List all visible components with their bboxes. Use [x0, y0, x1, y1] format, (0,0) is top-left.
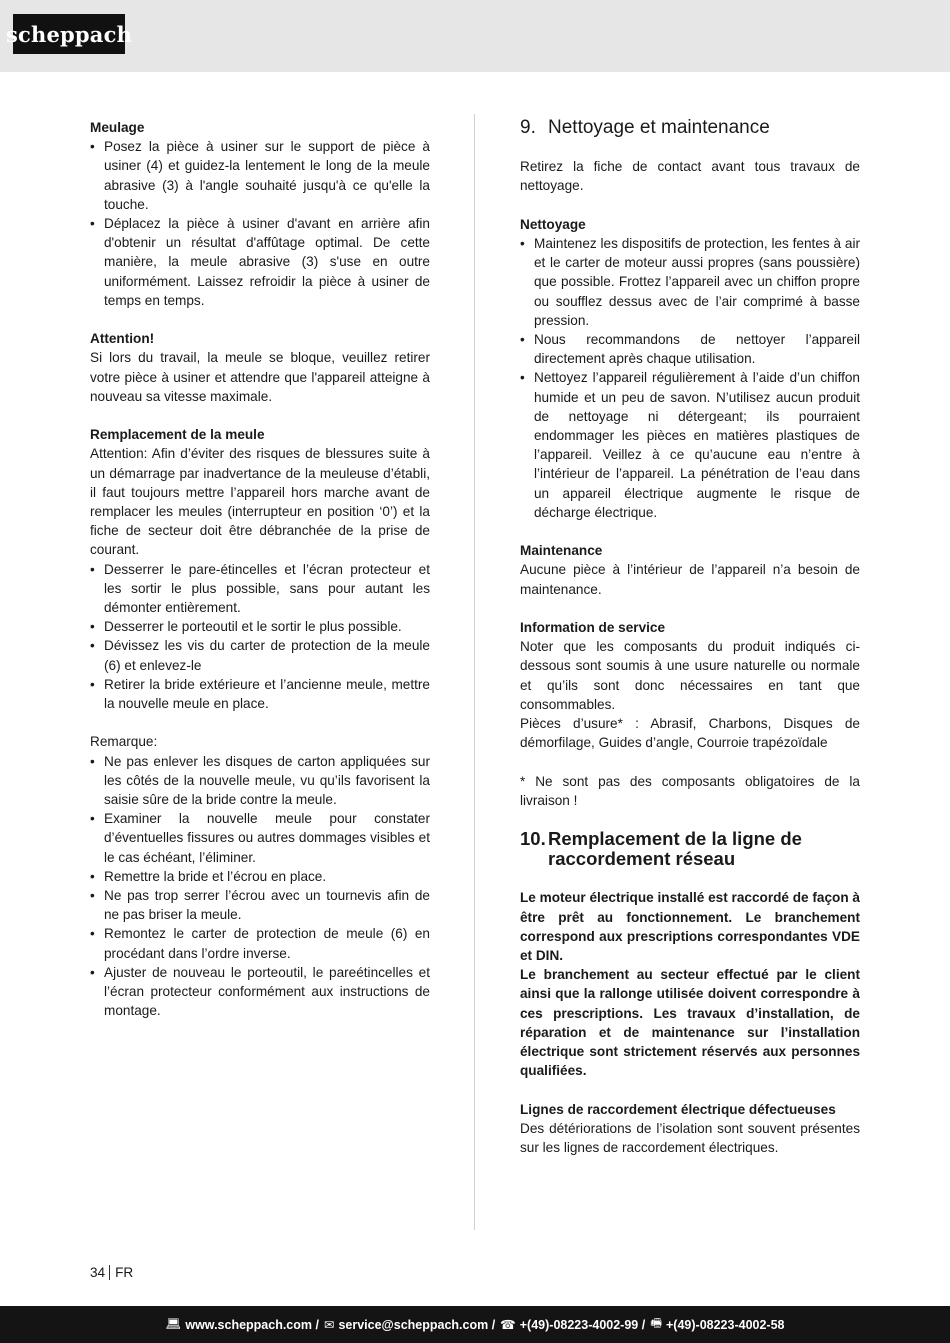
section-9-heading: [520, 118, 860, 138]
section-10-bold-2: Le branchement au secteur effectué par le client ainsi que la rallonge utilisée doivent correspondre à ces prescriptions. Les travaux d’installation, de réparation et de maintenance sur l’installation électrique sont strictement réservés aux personnes qualifiées.: [520, 967, 860, 1079]
page-header: [0, 0, 950, 72]
section-9-title: Nettoyage et maintenance: [548, 117, 770, 138]
phone-icon: ☎︎: [500, 1318, 516, 1332]
list-item: • Nous recommandons de nettoyer l’appareil directement après chaque utilisation.: [520, 330, 860, 368]
nettoyage-list: [520, 234, 860, 522]
section-10-number: 10.: [520, 828, 546, 850]
section-10-title-line2: raccordement réseau: [548, 848, 736, 870]
service-heading: Information de service: [520, 620, 666, 636]
left-column: [90, 118, 430, 1021]
section-10-title-line1: Remplacement de la ligne de: [548, 828, 802, 850]
section-9-number: 9.: [520, 117, 536, 138]
list-item: • Remontez le carter de protection de meule (6) en procédant dans l’ordre inverse.: [90, 924, 430, 962]
list-item: • Posez la pièce à usiner sur le support de pièce à usiner (4) et guidez-la lentement le long de la meule abrasive (3) à l'angle souhaité jusqu'à ce qu'elle la touche.: [90, 137, 430, 214]
attention-heading: Attention!: [90, 331, 155, 347]
list-item: • Ne pas enlever les disques de carton appliquées sur les côtés de la nouvelle meule, vu qu’ils favorisent la saisie sûre de la bride contre la meule.: [90, 752, 430, 810]
remplacement-text: Attention: Afin d’éviter des risques de blessures suite à un démarrage par inadvertance de la meuleuse d’établi, il faut toujours mettre l’appareil hors marche avant de remplacer les meules (interrupteur en position ‘0’) et la fiche de secteur doit être débranchée de la prise de courant.: [90, 446, 430, 558]
right-column: [520, 118, 860, 1157]
page-language: FR: [115, 1265, 134, 1280]
remplacement-heading: Remplacement de la meule: [90, 427, 265, 443]
list-item: • Nettoyez l’appareil régulièrement à l’aide d’un chiffon humide et un peu de savon. N’utilisez aucun produit de nettoyage ni détergeant; ils pourraient endommager les pièces en matières plastiques de l’appareil. Veillez à ce qu’aucune eau n’entre à l’intérieur de l’appareil. La pénétration de l’eau dans un appareil électrique augmente le risque de décharge électrique.: [520, 368, 860, 522]
meulage-heading: Meulage: [90, 120, 145, 135]
computer-icon: 💻︎: [165, 1317, 182, 1331]
page-footer: [0, 1306, 950, 1343]
lignes-heading: Lignes de raccordement électrique défectueuses: [520, 1101, 836, 1117]
list-item: • Retirer la bride extérieure et l’ancienne meule, mettre la nouvelle meule en place.: [90, 675, 430, 713]
footer-email: service@scheppach.com /: [338, 1317, 496, 1332]
remarque-list: [90, 752, 430, 1021]
service-parts: Pièces d’usure* : Abrasif, Charbons, Disques de démorfilage, Guides d’angle, Courroie trapézoïdale: [520, 716, 860, 751]
list-item: • Déplacez la pièce à usiner d'avant en arrière afin d'obtenir un résultat d'affûtage optimal. De cette manière, la meule abrasive (3) s'use en outre uniformément. Laissez refroidir la pièce à usiner de temps en temps.: [90, 214, 430, 310]
attention-text: Si lors du travail, la meule se bloque, veuillez retirer votre pièce à usiner et attendre que l'appareil atteigne à nouveau sa vitesse maximale.: [90, 350, 430, 404]
page-number: [90, 1265, 133, 1280]
section-10-title: [548, 829, 802, 869]
lignes-text: Des détériorations de l’isolation sont souvent présentes sur les lignes de raccordement électriques.: [520, 1120, 860, 1156]
list-item: • Desserrer le pare-étincelles et l’écran protecteur et les sortir le plus possible, sans pour autant les démonter entièrement.: [90, 560, 430, 618]
service-note: * Ne sont pas des composants obligatoires de la livraison !: [520, 773, 860, 808]
remplacement-list: [90, 560, 430, 714]
list-item: • Remettre la bride et l’écrou en place.: [90, 867, 430, 886]
brand-logo: scheppach: [13, 14, 125, 54]
footer-web: www.scheppach.com /: [185, 1317, 319, 1332]
mail-icon: ✉︎: [323, 1318, 335, 1332]
list-item: • Dévissez les vis du carter de protection de la meule (6) et enlevez-le: [90, 636, 430, 674]
list-item: • Maintenez les dispositifs de protection, les fentes à air et le carter de moteur aussi propres (sans poussière) que possible. Frottez l’appareil avec un chiffon propre ou soufflez dessus avec de l’air comprimé à basse pression.: [520, 234, 860, 330]
section-10-bold-1: Le moteur électrique installé est raccordé de façon à être prêt au fonctionnement. Le branchement correspond aux prescriptions correspondantes VDE et DIN.: [520, 890, 860, 964]
remarque-heading: Remarque:: [90, 734, 158, 750]
meulage-list: [90, 137, 430, 310]
nettoyage-heading: Nettoyage: [520, 216, 586, 232]
section-10-heading: [520, 829, 860, 869]
footer-phone: +(49)-08223-4002-99 /: [519, 1317, 646, 1332]
maintenance-text: Aucune pièce à l’intérieur de l’appareil n’a besoin de maintenance.: [520, 562, 860, 597]
service-text: Noter que les composants du produit indiqués ci-dessous sont soumis à une usure naturelle ou normale et qu’ils sont donc nécessaires en tant que consommables.: [520, 639, 860, 712]
list-item: • Ajuster de nouveau le porteoutil, le pareétincelles et l’écran protecteur conformément aux instructions de montage.: [90, 963, 430, 1021]
list-item: • Examiner la nouvelle meule pour constater d’éventuelles fissures ou autres dommages visibles et le cas échéant, l’éliminer.: [90, 809, 430, 867]
section-9-intro: Retirez la fiche de contact avant tous travaux de nettoyage.: [520, 159, 860, 194]
list-item: • Desserrer le porteoutil et le sortir le plus possible.: [90, 617, 430, 636]
fax-icon: 🖷︎: [650, 1316, 662, 1330]
list-item: • Ne pas trop serrer l’écrou avec un tournevis afin de ne pas briser la meule.: [90, 886, 430, 924]
column-divider: [474, 114, 475, 1230]
maintenance-heading: Maintenance: [520, 543, 603, 559]
footer-fax: +(49)-08223-4002-58: [666, 1317, 785, 1332]
page-number-value: 34: [90, 1265, 106, 1280]
